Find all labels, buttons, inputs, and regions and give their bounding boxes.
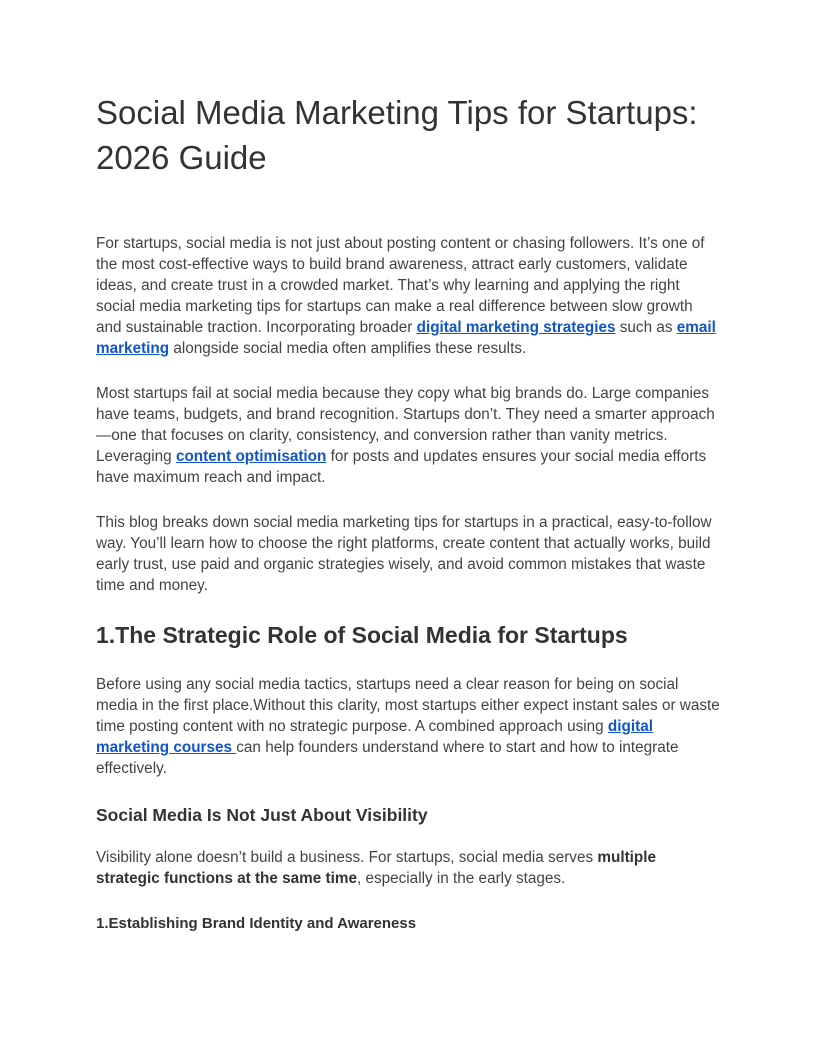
intro-p2-text-b: for posts and updates ensures your social media efforts have maximum reach and impact. — [96, 448, 707, 486]
document-page — [96, 90, 720, 934]
intro-paragraph-2 — [96, 383, 720, 488]
digital-marketing-courses-link[interactable]: digital marketing courses — [96, 718, 653, 756]
email-marketing-link[interactable]: email marketing — [96, 319, 716, 357]
section1-p2-bold: multiple strategic functions at the same time — [96, 849, 657, 887]
intro-p1-text-c: alongside social media often amplifies these results. — [169, 340, 527, 357]
content-optimisation-link[interactable]: content optimisation — [175, 448, 327, 465]
subheading-not-just-visibility: Social Media Is Not Just About Visibility — [96, 805, 428, 825]
intro-p2-text-a: Most startups fail at social media because they copy what big brands do. Large companies have teams, budgets, and brand recognition. Startups don’t. They need a smarter approach—one that focuses on clarity, consistency, and conversion rather than vanity metrics. Leveraging — [96, 385, 715, 465]
section1-p2-text-b: , especially in the early stages. — [356, 870, 566, 887]
subheading-brand-identity: 1.Establishing Brand Identity and Awareness — [96, 915, 417, 932]
intro-p1-text-a: For startups, social media is not just about posting content or chasing followers. It’s one of the most cost-effective ways to build brand awareness, attract early customers, validate ideas, and create trust in a crowded market. That’s why learning and applying the right social media marketing tips for startups can make a real difference between slow growth and sustainable traction. Incorporating broader — [96, 235, 705, 336]
section1-p1-text-a: Before using any social media tactics, startups need a clear reason for being on social media in the first place.Without this clarity, most startups either expect instant sales or waste time posting content with no strategic purpose. A combined approach using — [96, 676, 720, 735]
section1-paragraph-1 — [96, 674, 720, 779]
section1-p1-text-b: can help founders understand where to start and how to integrate effectively. — [96, 739, 679, 777]
section1-paragraph-2 — [96, 847, 720, 889]
section1-p2-text-a: Visibility alone doesn’t build a business. For startups, social media serves — [96, 849, 598, 866]
section-heading-strategic-role: 1.The Strategic Role of Social Media for Startups — [96, 622, 628, 648]
intro-paragraph-1 — [96, 233, 720, 359]
digital-marketing-strategies-link[interactable]: digital marketing strategies — [416, 319, 616, 336]
intro-p1-text-b: such as — [615, 319, 677, 336]
page-title: Social Media Marketing Tips for Startups: 2026 Guide — [96, 94, 698, 176]
intro-paragraph-3: This blog breaks down social media marketing tips for startups in a practical, easy-to-follow way. You’ll learn how to choose the right platforms, create content that actually works, build early trust, use paid and organic strategies wisely, and avoid common mistakes that waste time and money. — [96, 514, 712, 594]
